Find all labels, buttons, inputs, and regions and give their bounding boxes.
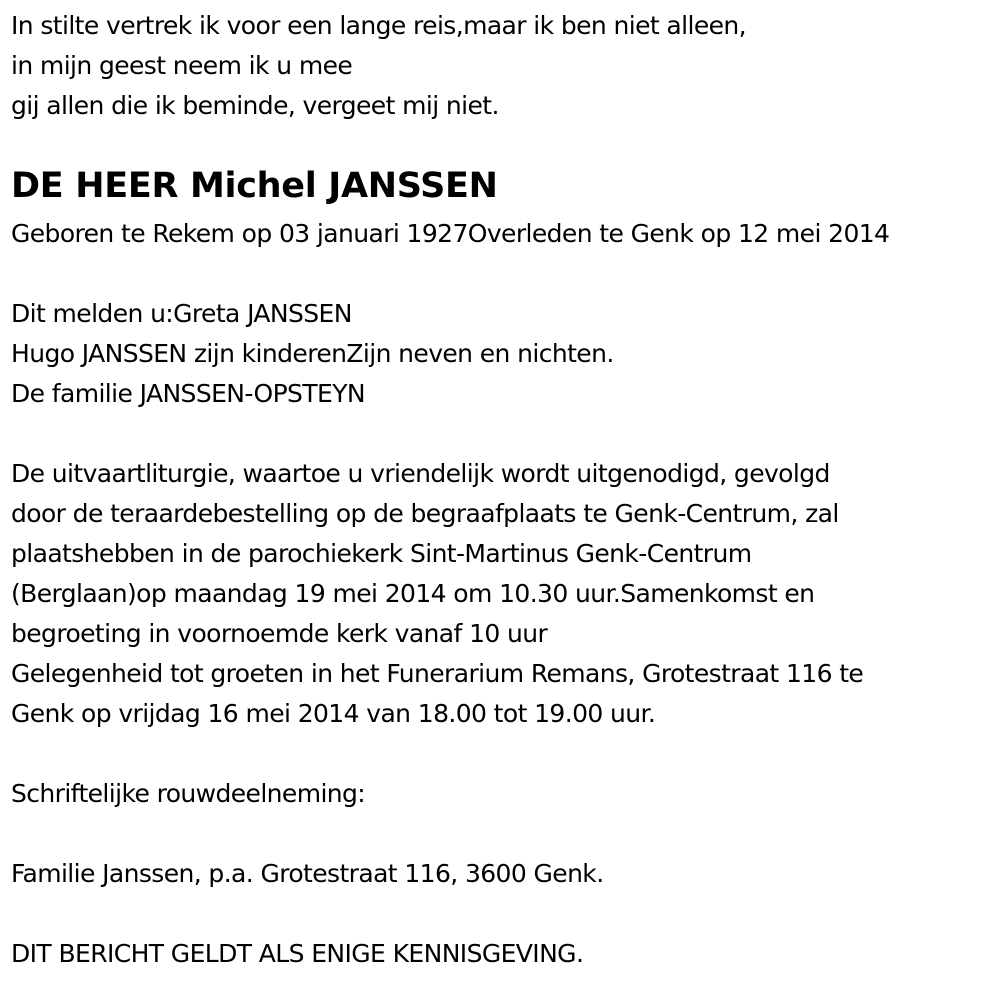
service-line: Genk op vrijdag 16 mei 2014 van 18.00 tot 19.00 uur. — [11, 699, 656, 728]
service-line: door de teraardebestelling op de begraafplaats te Genk-Centrum, zal — [11, 499, 839, 528]
service-line: plaatshebben in de parochiekerk Sint-Martinus Genk-Centrum — [11, 539, 752, 568]
official-notice: DIT BERICHT GELDT ALS ENIGE KENNISGEVING. — [11, 939, 584, 968]
service-line: (Berglaan)op maandag 19 mei 2014 om 10.30 uur.Samenkomst en — [11, 579, 815, 608]
poem-line: gij allen die ik beminde, vergeet mij niet. — [11, 91, 499, 120]
family-line: Hugo JANSSEN zijn kinderenZijn neven en nichten. — [11, 339, 614, 368]
condolence-address: Familie Janssen, p.a. Grotestraat 116, 3600 Genk. — [11, 859, 604, 888]
deceased-name: DE HEER Michel JANSSEN — [11, 166, 498, 206]
poem-line: in mijn geest neem ik u mee — [11, 51, 353, 80]
funeral-service-block — [11, 454, 863, 734]
condolence-label: Schriftelijke rouwdeelneming: — [11, 779, 366, 808]
service-line: begroeting in voornoemde kerk vanaf 10 uur — [11, 619, 548, 648]
family-block — [11, 294, 614, 414]
birth-death-dates: Geboren te Rekem op 03 januari 1927Overleden te Genk op 12 mei 2014 — [11, 219, 890, 248]
poem-line: In stilte vertrek ik voor een lange reis,maar ik ben niet alleen, — [11, 11, 746, 40]
family-line: De familie JANSSEN-OPSTEYN — [11, 379, 365, 408]
family-line: Dit melden u:Greta JANSSEN — [11, 299, 352, 328]
service-line: De uitvaartliturgie, waartoe u vriendelijk wordt uitgenodigd, gevolgd — [11, 459, 830, 488]
service-line: Gelegenheid tot groeten in het Funerarium Remans, Grotestraat 116 te — [11, 659, 864, 688]
poem-block — [11, 6, 746, 126]
